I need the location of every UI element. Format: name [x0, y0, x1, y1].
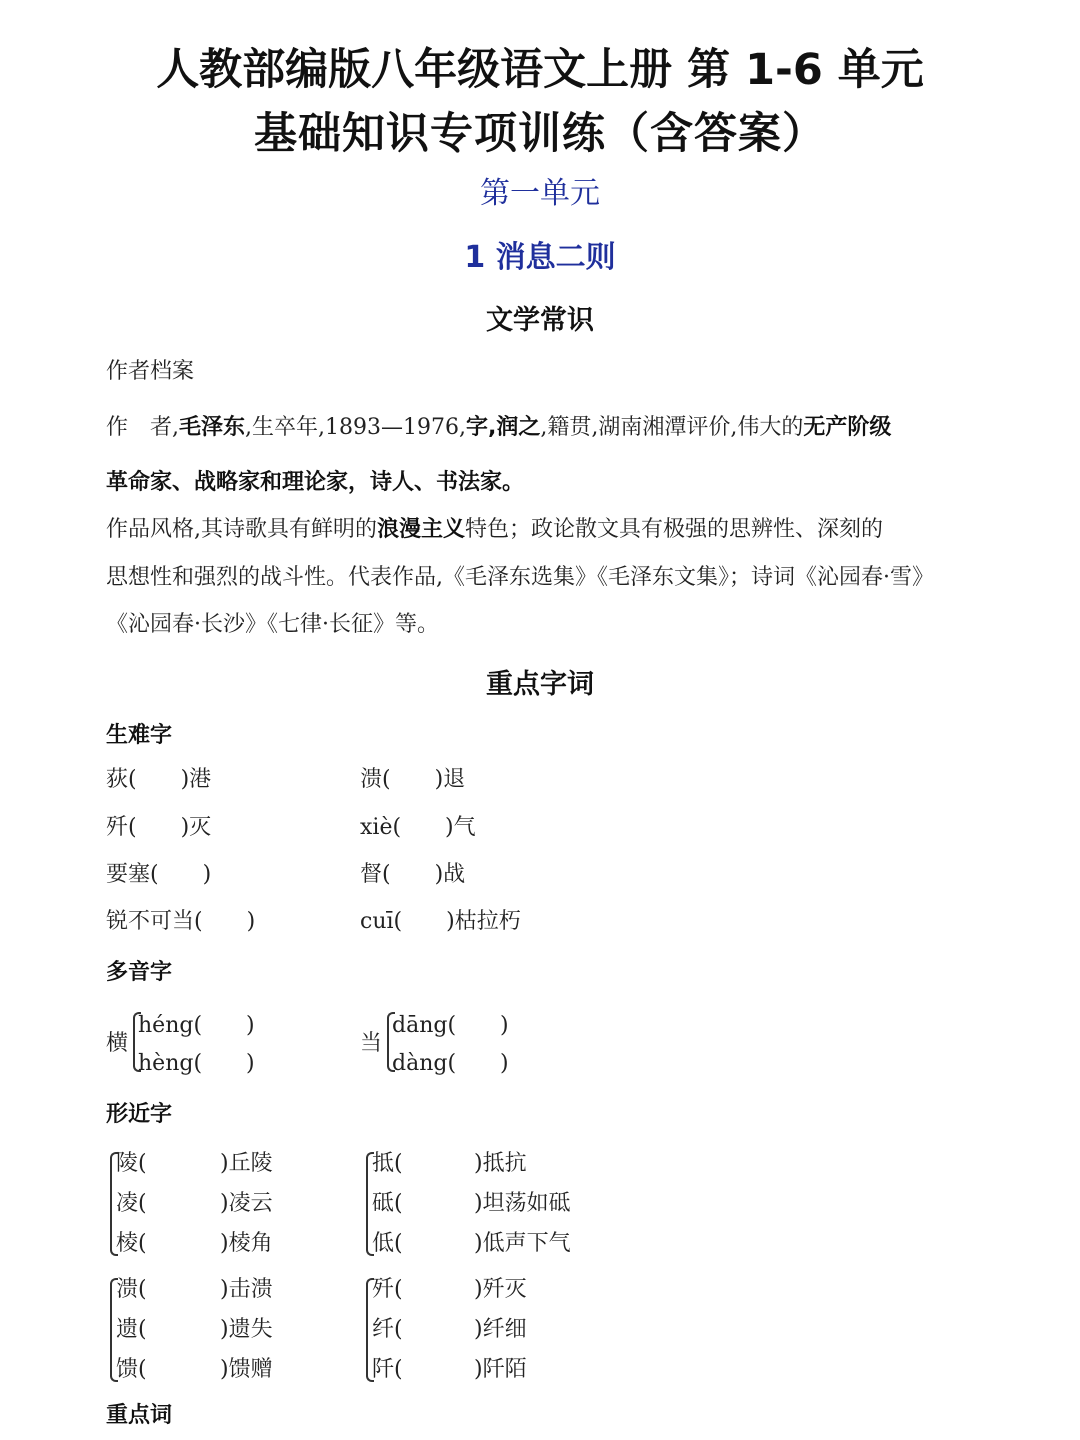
section-literature: 文学常识 [486, 305, 594, 336]
list-item: cuī( )枯拉朽 [360, 909, 521, 934]
author-paragraph-2: 革命家、战略家和理论家，诗人、书法家。 [106, 470, 525, 495]
list-item: 抵( [372, 1151, 403, 1176]
author-paragraph-5: 《沁园春·长沙》《七律·长征》等。 [106, 612, 439, 637]
list-item: )馈赠 [220, 1357, 273, 1382]
difficult-chars-label: 生难字 [106, 723, 173, 748]
key-terms-label: 重点词 [106, 1403, 173, 1428]
list-item: hèng( ) [138, 1051, 255, 1076]
similar-chars-label: 形近字 [106, 1102, 173, 1127]
list-item: )坦荡如砥 [474, 1191, 571, 1216]
list-item: héng( ) [138, 1013, 255, 1038]
list-item: 棱( [116, 1231, 147, 1256]
list-item: 歼( [372, 1277, 403, 1302]
list-item: 低( [372, 1231, 403, 1256]
list-item: dāng( ) [392, 1013, 509, 1038]
author-paragraph-3: 作品风格,其诗歌具有鲜明的浪漫主义特色；政论散文具有极强的思辨性、深刻的 [106, 517, 884, 542]
list-item: )抵抗 [474, 1151, 527, 1176]
list-item: 凌( [116, 1191, 147, 1216]
list-item: xiè( )气 [360, 815, 476, 840]
list-item: 督( )战 [360, 862, 466, 887]
list-item: 歼( )灭 [106, 815, 212, 840]
list-item: 荻( )港 [106, 767, 212, 792]
list-item: )遗失 [220, 1317, 273, 1342]
polyphone-char: 当 [360, 1031, 383, 1056]
list-item: 遗( [116, 1317, 147, 1342]
list-item: 溃( )退 [360, 767, 466, 792]
list-item: dàng( ) [392, 1051, 509, 1076]
list-item: 纤( [372, 1317, 403, 1342]
list-item: )击溃 [220, 1277, 273, 1302]
polyphone-char: 横 [106, 1031, 129, 1056]
author-paragraph-4: 思想性和强烈的战斗性。代表作品,《毛泽东选集》《毛泽东文集》；诗词《沁园春·雪》 [106, 565, 934, 590]
list-item: 阡( [372, 1357, 403, 1382]
document-title-line1: 人教部编版八年级语文上册 第 1-6 单元 [156, 45, 924, 95]
list-item: )阡陌 [474, 1357, 527, 1382]
author-paragraph-1: 作 者,毛泽东,生卒年,1893—1976,字,润之,籍贯,湖南湘潭评价,伟大的无产阶级 [106, 415, 892, 440]
list-item: )凌云 [220, 1191, 273, 1216]
list-item: 馈( [116, 1357, 147, 1382]
polyphones-label: 多音字 [106, 960, 173, 985]
list-item: )歼灭 [474, 1277, 527, 1302]
unit-heading: 第一单元 [480, 176, 600, 211]
list-item: )丘陵 [220, 1151, 273, 1176]
list-item: 锐不可当( ) [106, 909, 256, 934]
document-title-line2: 基础知识专项训练（含答案） [254, 109, 826, 159]
lesson-heading: 1 消息二则 [464, 240, 616, 275]
list-item: )棱角 [220, 1231, 273, 1256]
section-key-words: 重点字词 [486, 669, 594, 700]
list-item: 陵( [116, 1151, 147, 1176]
list-item: 要塞( ) [106, 862, 212, 887]
list-item: 砥( [372, 1191, 403, 1216]
list-item: )纤细 [474, 1317, 527, 1342]
author-file-label: 作者档案 [106, 359, 195, 384]
list-item: 溃( [116, 1277, 147, 1302]
list-item: )低声下气 [474, 1231, 571, 1256]
